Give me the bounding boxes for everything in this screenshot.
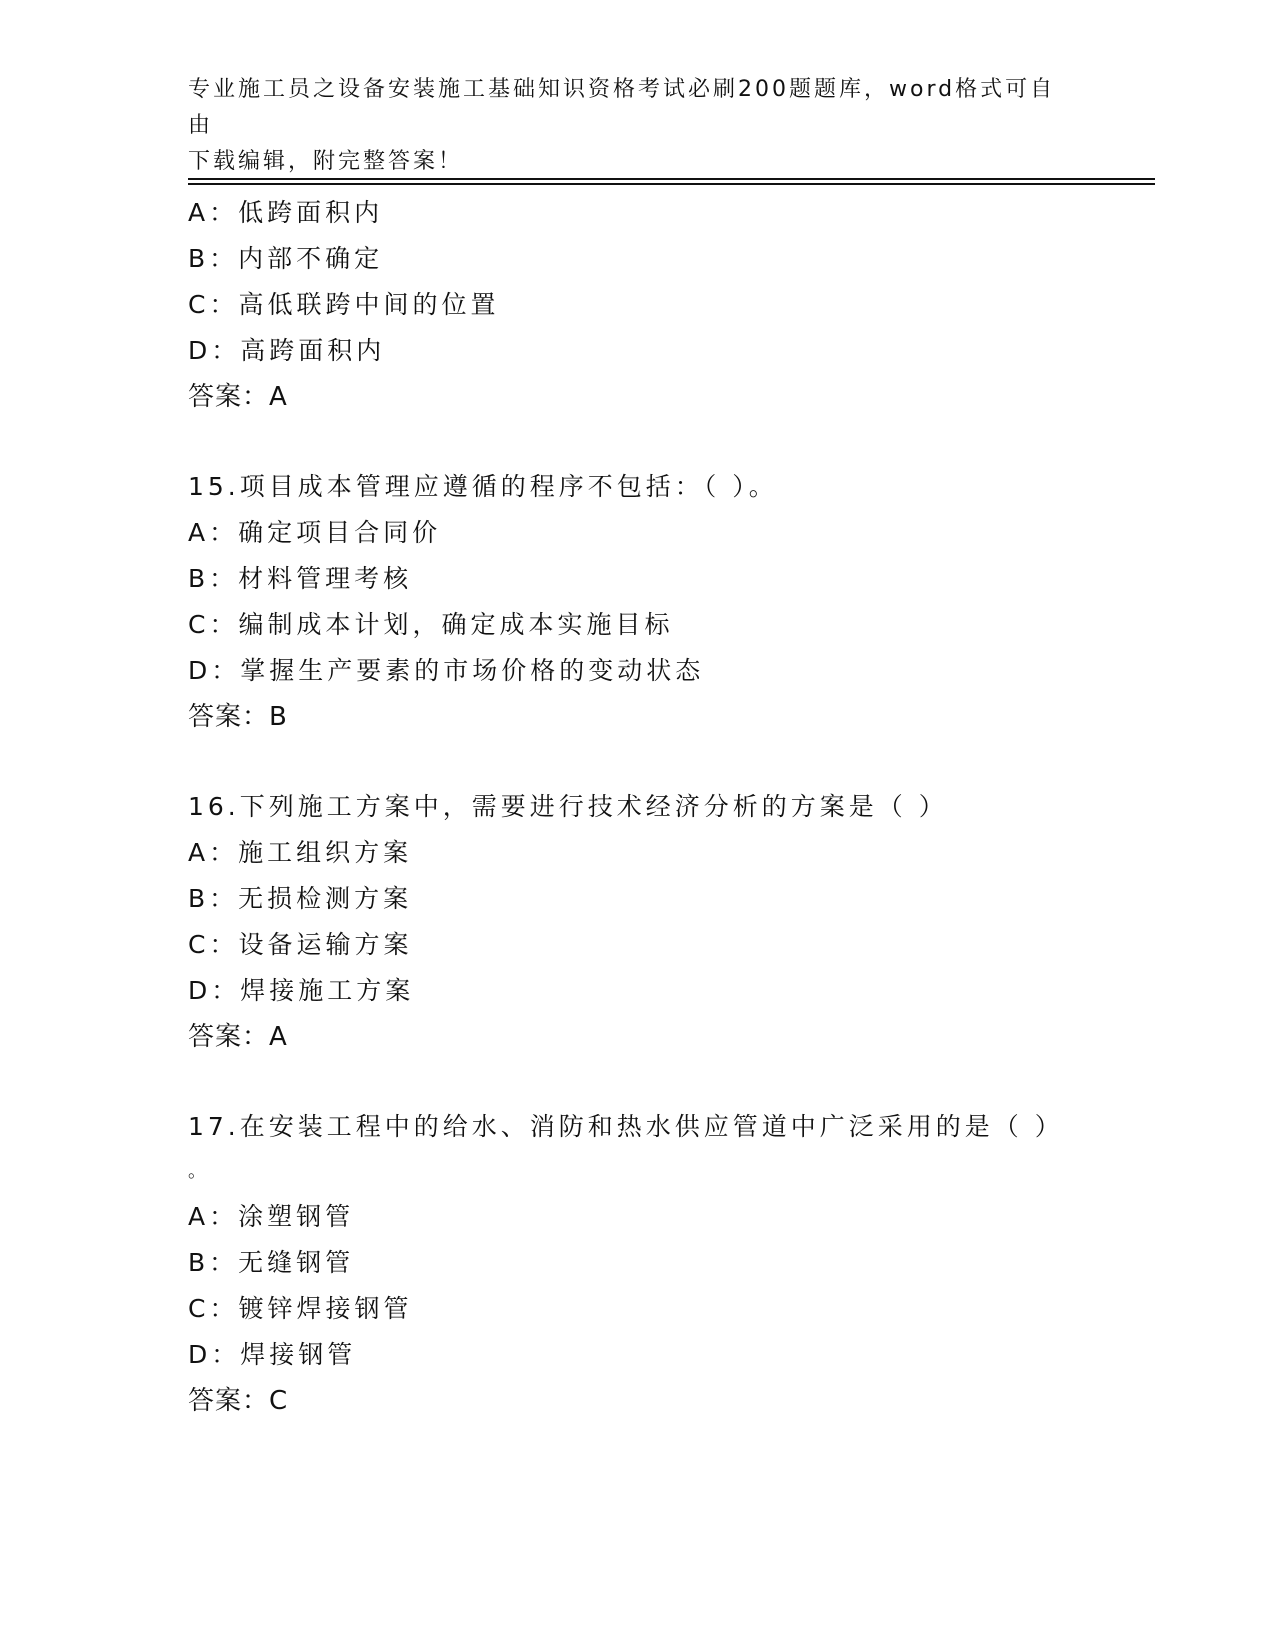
- option-d: D：焊接钢管: [188, 1340, 357, 1369]
- answer: 答案：B: [188, 702, 288, 732]
- question-title: 15.项目成本管理应遵循的程序不包括：（ ）。: [188, 472, 778, 501]
- header-rule-top: [188, 178, 1155, 180]
- header-line-1: 专业施工员之设备安装施工基础知识资格考试必刷200题题库，word格式可自由: [188, 77, 1056, 138]
- question-14: [188, 190, 1148, 420]
- question-16: [188, 784, 1148, 1060]
- option-a: A：确定项目合同价: [188, 518, 442, 547]
- option-b: B：材料管理考核: [188, 564, 413, 593]
- question-list: [188, 190, 1148, 1424]
- option-a: A：低跨面积内: [188, 198, 384, 227]
- option-c: C：镀锌焊接钢管: [188, 1294, 413, 1323]
- document-header: [188, 72, 1078, 180]
- answer: 答案：A: [188, 382, 288, 412]
- header-line-2: 下载编辑，附完整答案！: [188, 149, 464, 174]
- option-c: C：设备运输方案: [188, 930, 413, 959]
- question-15: [188, 464, 1148, 740]
- question-title: 17.在安装工程中的给水、消防和热水供应管道中广泛采用的是（ ）: [188, 1112, 1064, 1141]
- option-c: C：高低联跨中间的位置: [188, 290, 500, 319]
- spacer: [188, 740, 1148, 784]
- option-d: D：掌握生产要素的市场价格的变动状态: [188, 656, 705, 685]
- option-b: B：无缝钢管: [188, 1248, 355, 1277]
- question-17: [188, 1104, 1148, 1424]
- spacer: [188, 1060, 1148, 1104]
- option-b: B：内部不确定: [188, 244, 384, 273]
- option-a: A：施工组织方案: [188, 838, 413, 867]
- answer: 答案：A: [188, 1022, 288, 1052]
- spacer: [188, 420, 1148, 464]
- option-d: D：焊接施工方案: [188, 976, 415, 1005]
- answer: 答案：C: [188, 1386, 289, 1416]
- header-rule-bottom: [188, 183, 1155, 185]
- option-d: D：高跨面积内: [188, 336, 386, 365]
- question-title: 16.下列施工方案中，需要进行技术经济分析的方案是（ ）: [188, 792, 948, 821]
- option-b: B：无损检测方案: [188, 884, 413, 913]
- option-a: A：涂塑钢管: [188, 1202, 355, 1231]
- question-title-continuation: 。: [188, 1161, 210, 1182]
- option-c: C：编制成本计划，确定成本实施目标: [188, 610, 674, 639]
